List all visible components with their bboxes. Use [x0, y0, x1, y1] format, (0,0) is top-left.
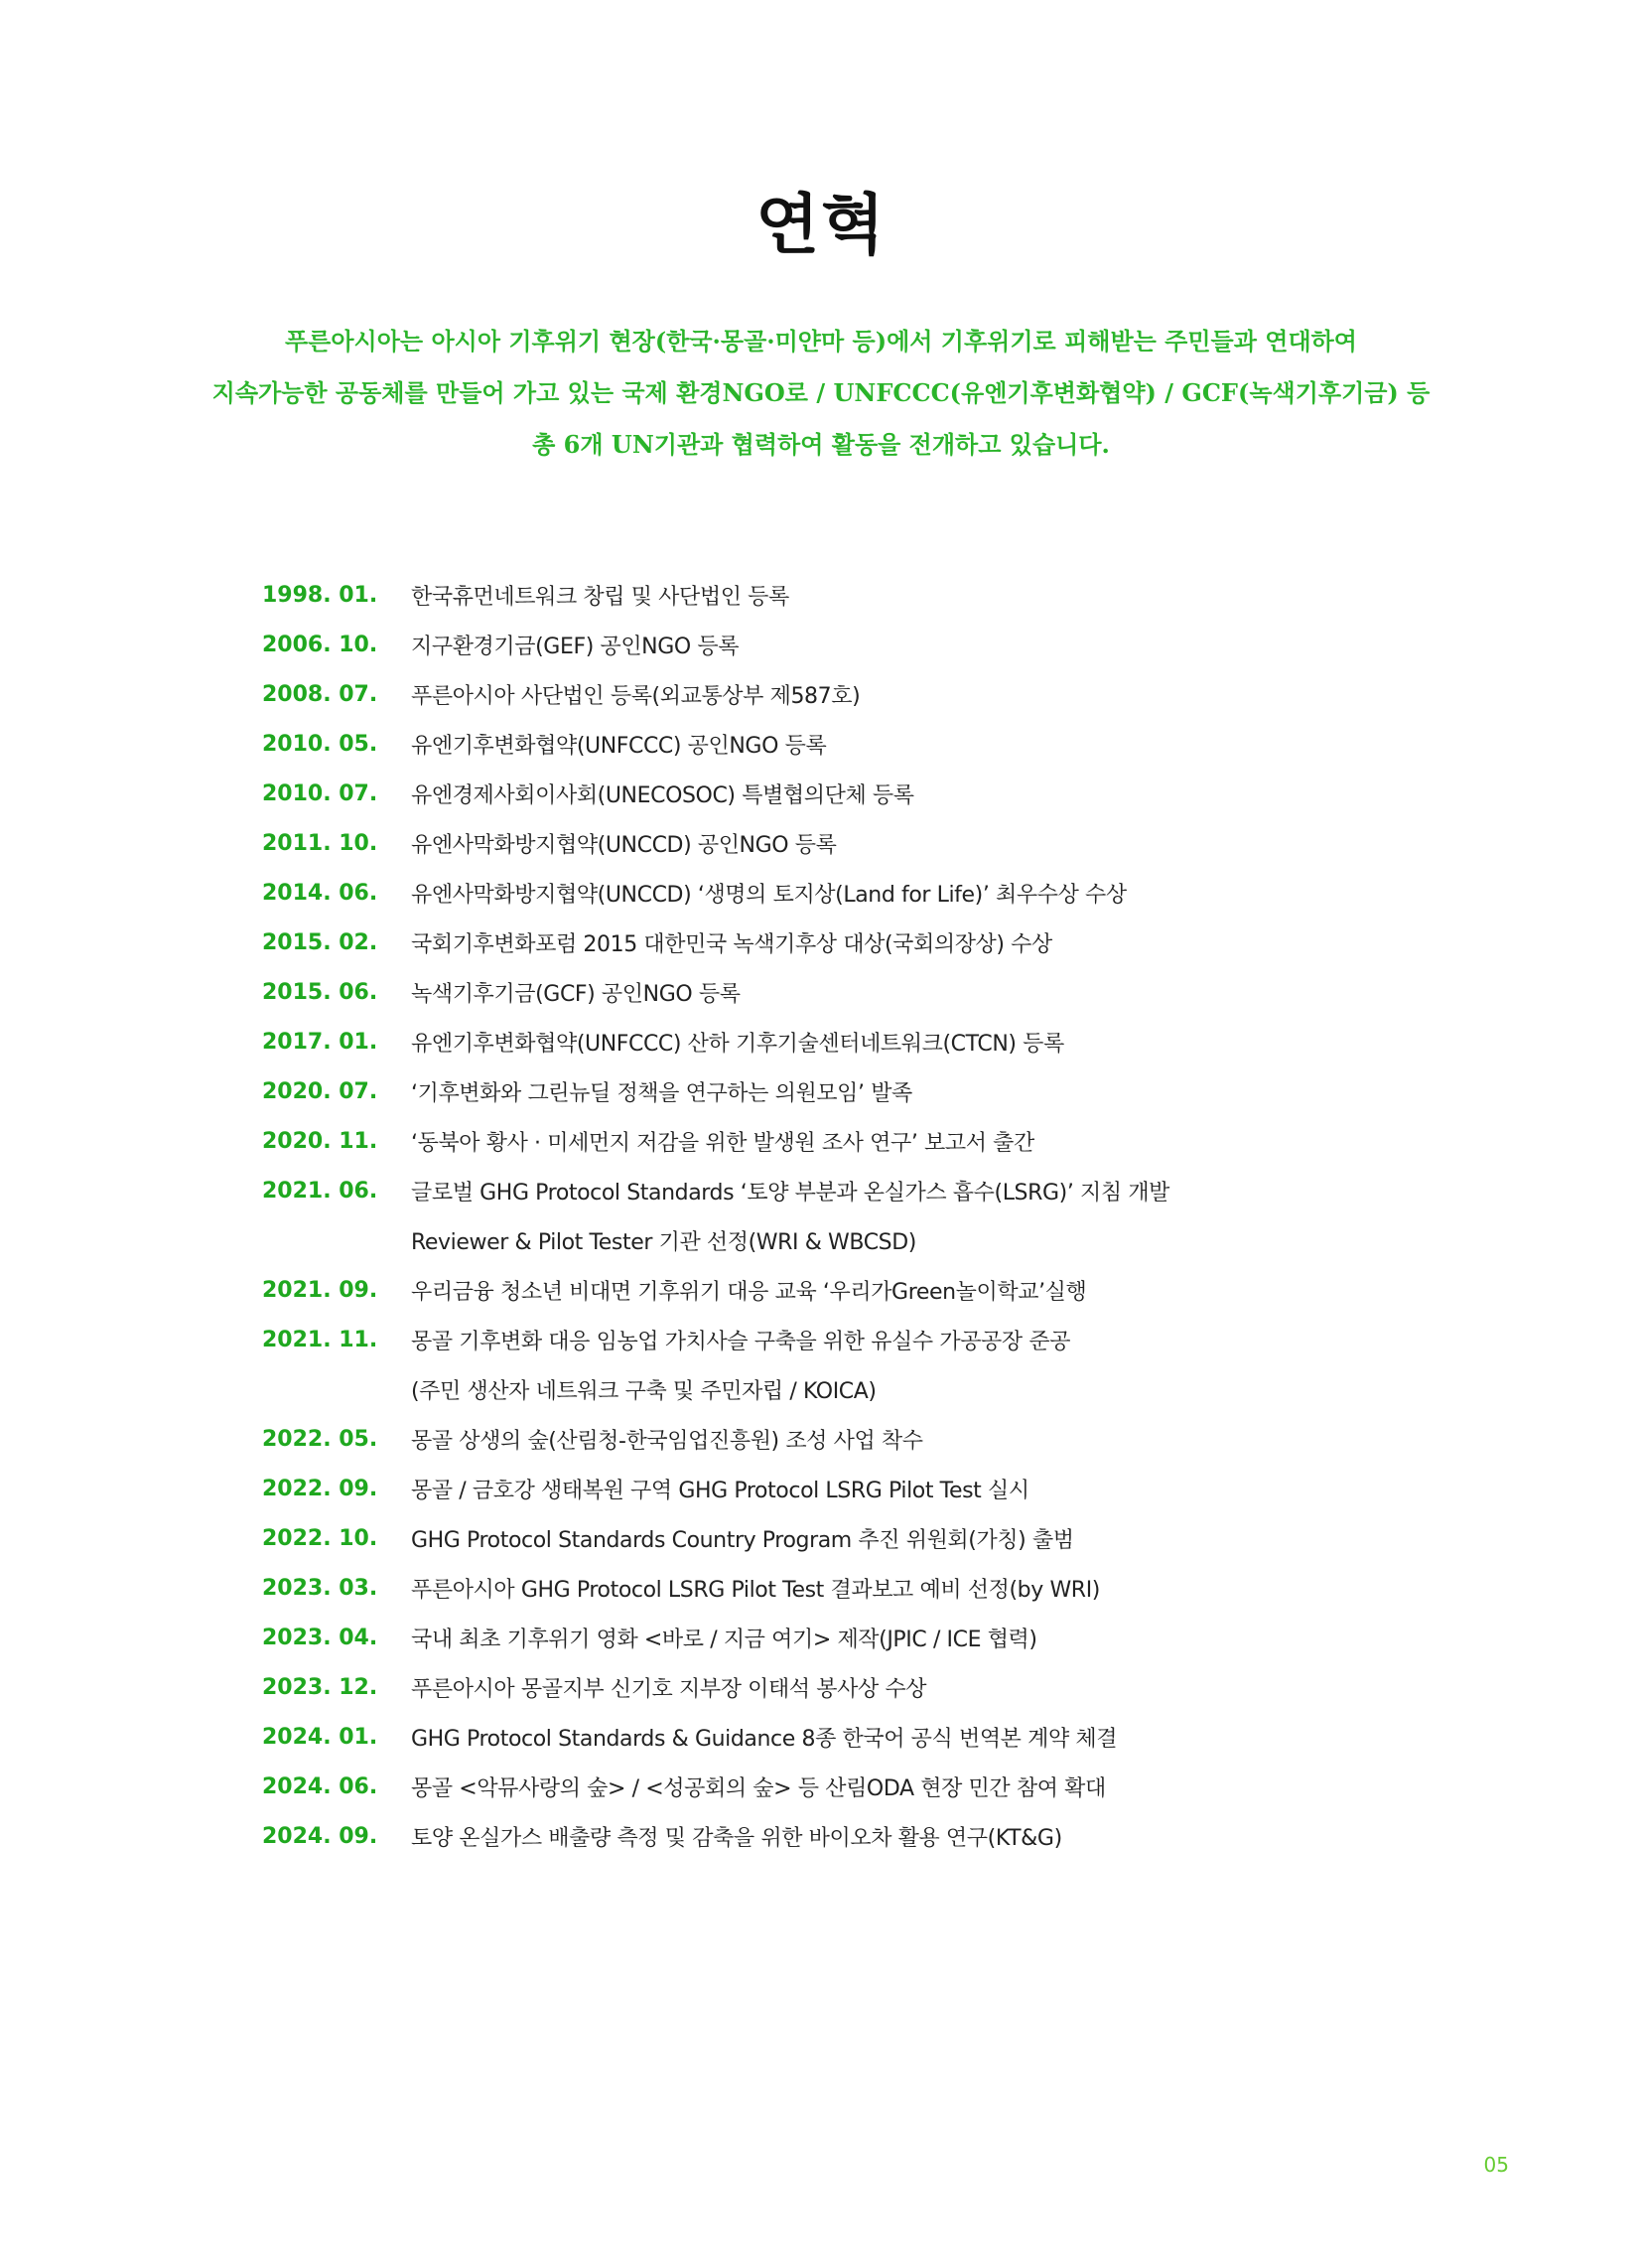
timeline-event: GHG Protocol Standards & Guidance 8종 한국어 공식 번역본 계약 체결 [411, 1726, 1118, 1752]
timeline-row [262, 1364, 1404, 1414]
timeline-event: GHG Protocol Standards Country Program 추진 위원회(가칭) 출범 [411, 1527, 1074, 1553]
timeline-date: 2024. 09. [262, 1823, 378, 1849]
timeline-event: 유엔기후변화협약(UNFCCC) 공인NGO 등록 [411, 733, 827, 759]
timeline-event: 유엔사막화방지협약(UNCCD) 공인NGO 등록 [411, 832, 837, 858]
timeline-date: 2022. 05. [262, 1426, 378, 1452]
timeline-row [262, 1811, 1404, 1861]
timeline-row [262, 769, 1404, 818]
timeline-date: 1998. 01. [262, 582, 378, 608]
timeline-row [262, 1066, 1404, 1116]
timeline-row [262, 1116, 1404, 1166]
timeline-date: 2020. 11. [262, 1128, 378, 1154]
timeline-row [262, 1166, 1404, 1215]
timeline-event: 국내 최초 기후위기 영화 <바로 / 지금 여기> 제작(JPIC / ICE 협력) [411, 1627, 1037, 1652]
timeline-event: 몽골 / 금호강 생태복원 구역 GHG Protocol LSRG Pilot Test 실시 [411, 1478, 1029, 1503]
timeline-date: 2021. 11. [262, 1327, 378, 1352]
timeline-event: 푸른아시아 GHG Protocol LSRG Pilot Test 결과보고 예비 선정(by WRI) [411, 1577, 1100, 1603]
timeline-date: 2024. 06. [262, 1773, 378, 1799]
timeline-date: 2010. 07. [262, 780, 378, 806]
timeline-row [262, 1464, 1404, 1513]
timeline-event: 토양 온실가스 배출량 측정 및 감축을 위한 바이오차 활용 연구(KT&G) [411, 1825, 1062, 1851]
intro-line: 지속가능한 공동체를 만들어 가고 있는 국제 환경NGO로 / UNFCCC(유엔기후변화협약) / GCF(녹색기후기금) 등 [211, 378, 1431, 407]
timeline-date: 2015. 02. [262, 929, 378, 955]
timeline-date: 2021. 06. [262, 1178, 378, 1204]
timeline-event: 글로벌 GHG Protocol Standards ‘토양 부분과 온실가스 흡수(LSRG)’ 지침 개발 [411, 1180, 1170, 1205]
timeline-row [262, 1662, 1404, 1712]
timeline-event: 녹색기후기금(GCF) 공인NGO 등록 [411, 981, 741, 1007]
timeline-row [262, 1265, 1404, 1315]
timeline-date: 2017. 01. [262, 1029, 378, 1055]
timeline-row [262, 1513, 1404, 1563]
timeline-event: 푸른아시아 사단법인 등록(외교통상부 제587호) [411, 683, 861, 709]
page-title: 연혁 [755, 186, 887, 263]
timeline-event: 몽골 상생의 숲(산림청-한국임업진흥원) 조성 사업 착수 [411, 1428, 923, 1454]
timeline-row [262, 1563, 1404, 1613]
timeline-event: 유엔기후변화협약(UNFCCC) 산하 기후기술센터네트워크(CTCN) 등록 [411, 1031, 1064, 1057]
timeline-date: 2022. 10. [262, 1525, 378, 1551]
timeline-row [262, 620, 1404, 669]
intro-line: 총 6개 UN기관과 협력하여 활동을 전개하고 있습니다. [532, 430, 1110, 459]
timeline-row [262, 1315, 1404, 1364]
timeline-event: ‘기후변화와 그린뉴딜 정책을 연구하는 의원모임’ 발족 [411, 1080, 912, 1106]
timeline-row [262, 967, 1404, 1017]
timeline-date: 2023. 03. [262, 1575, 378, 1601]
timeline-date: 2015. 06. [262, 979, 378, 1005]
page-number: 05 [1483, 2153, 1509, 2177]
timeline-date: 2006. 10. [262, 632, 378, 657]
timeline-row [262, 1215, 1404, 1265]
timeline-event: 우리금융 청소년 비대면 기후위기 대응 교육 ‘우리가Green놀이학교’실행 [411, 1279, 1087, 1305]
timeline-event: 국회기후변화포럼 2015 대한민국 녹색기후상 대상(국회의장상) 수상 [411, 931, 1052, 957]
timeline-row [262, 868, 1404, 918]
timeline-date: 2011. 10. [262, 830, 378, 856]
timeline-row [262, 1762, 1404, 1811]
timeline-event: Reviewer & Pilot Tester 기관 선정(WRI & WBCSD) [411, 1229, 916, 1255]
timeline-event: 푸른아시아 몽골지부 신기호 지부장 이태석 봉사상 수상 [411, 1676, 927, 1702]
timeline-date: 2020. 07. [262, 1078, 378, 1104]
timeline-date: 2008. 07. [262, 681, 378, 707]
timeline-date: 2024. 01. [262, 1724, 378, 1750]
timeline-date: 2014. 06. [262, 880, 378, 906]
timeline-row [262, 1414, 1404, 1464]
timeline-date: 2023. 04. [262, 1625, 378, 1650]
timeline-event: 유엔경제사회이사회(UNECOSOC) 특별협의단체 등록 [411, 782, 914, 808]
timeline-event: 지구환경기금(GEF) 공인NGO 등록 [411, 634, 740, 659]
timeline-event: 유엔사막화방지협약(UNCCD) ‘생명의 토지상(Land for Life)’ 최우수상 수상 [411, 882, 1127, 908]
timeline-row [262, 719, 1404, 769]
intro-paragraph [0, 316, 1642, 471]
intro-line: 푸른아시아는 아시아 기후위기 현장(한국·몽골·미얀마 등)에서 기후위기로 피해받는 주민들과 연대하여 [285, 327, 1357, 355]
timeline-event: 몽골 기후변화 대응 임농업 가치사슬 구축을 위한 유실수 가공공장 준공 [411, 1329, 1071, 1354]
timeline-row [262, 1712, 1404, 1762]
timeline-date: 2021. 09. [262, 1277, 378, 1303]
history-timeline [262, 570, 1404, 1861]
timeline-row [262, 918, 1404, 967]
timeline-row [262, 818, 1404, 868]
timeline-event: (주민 생산자 네트워크 구축 및 주민자립 / KOICA) [411, 1378, 877, 1404]
timeline-row [262, 1613, 1404, 1662]
timeline-row [262, 669, 1404, 719]
timeline-date: 2023. 12. [262, 1674, 378, 1700]
timeline-event: 한국휴먼네트워크 창립 및 사단법인 등록 [411, 584, 789, 610]
timeline-event: 몽골 <악뮤사랑의 숲> / <성공회의 숲> 등 산림ODA 현장 민간 참여 확대 [411, 1775, 1106, 1801]
timeline-date: 2010. 05. [262, 731, 378, 757]
timeline-event: ‘동북아 황사 · 미세먼지 저감을 위한 발생원 조사 연구’ 보고서 출간 [411, 1130, 1034, 1156]
timeline-date: 2022. 09. [262, 1476, 378, 1501]
timeline-row [262, 1017, 1404, 1066]
timeline-row [262, 570, 1404, 620]
